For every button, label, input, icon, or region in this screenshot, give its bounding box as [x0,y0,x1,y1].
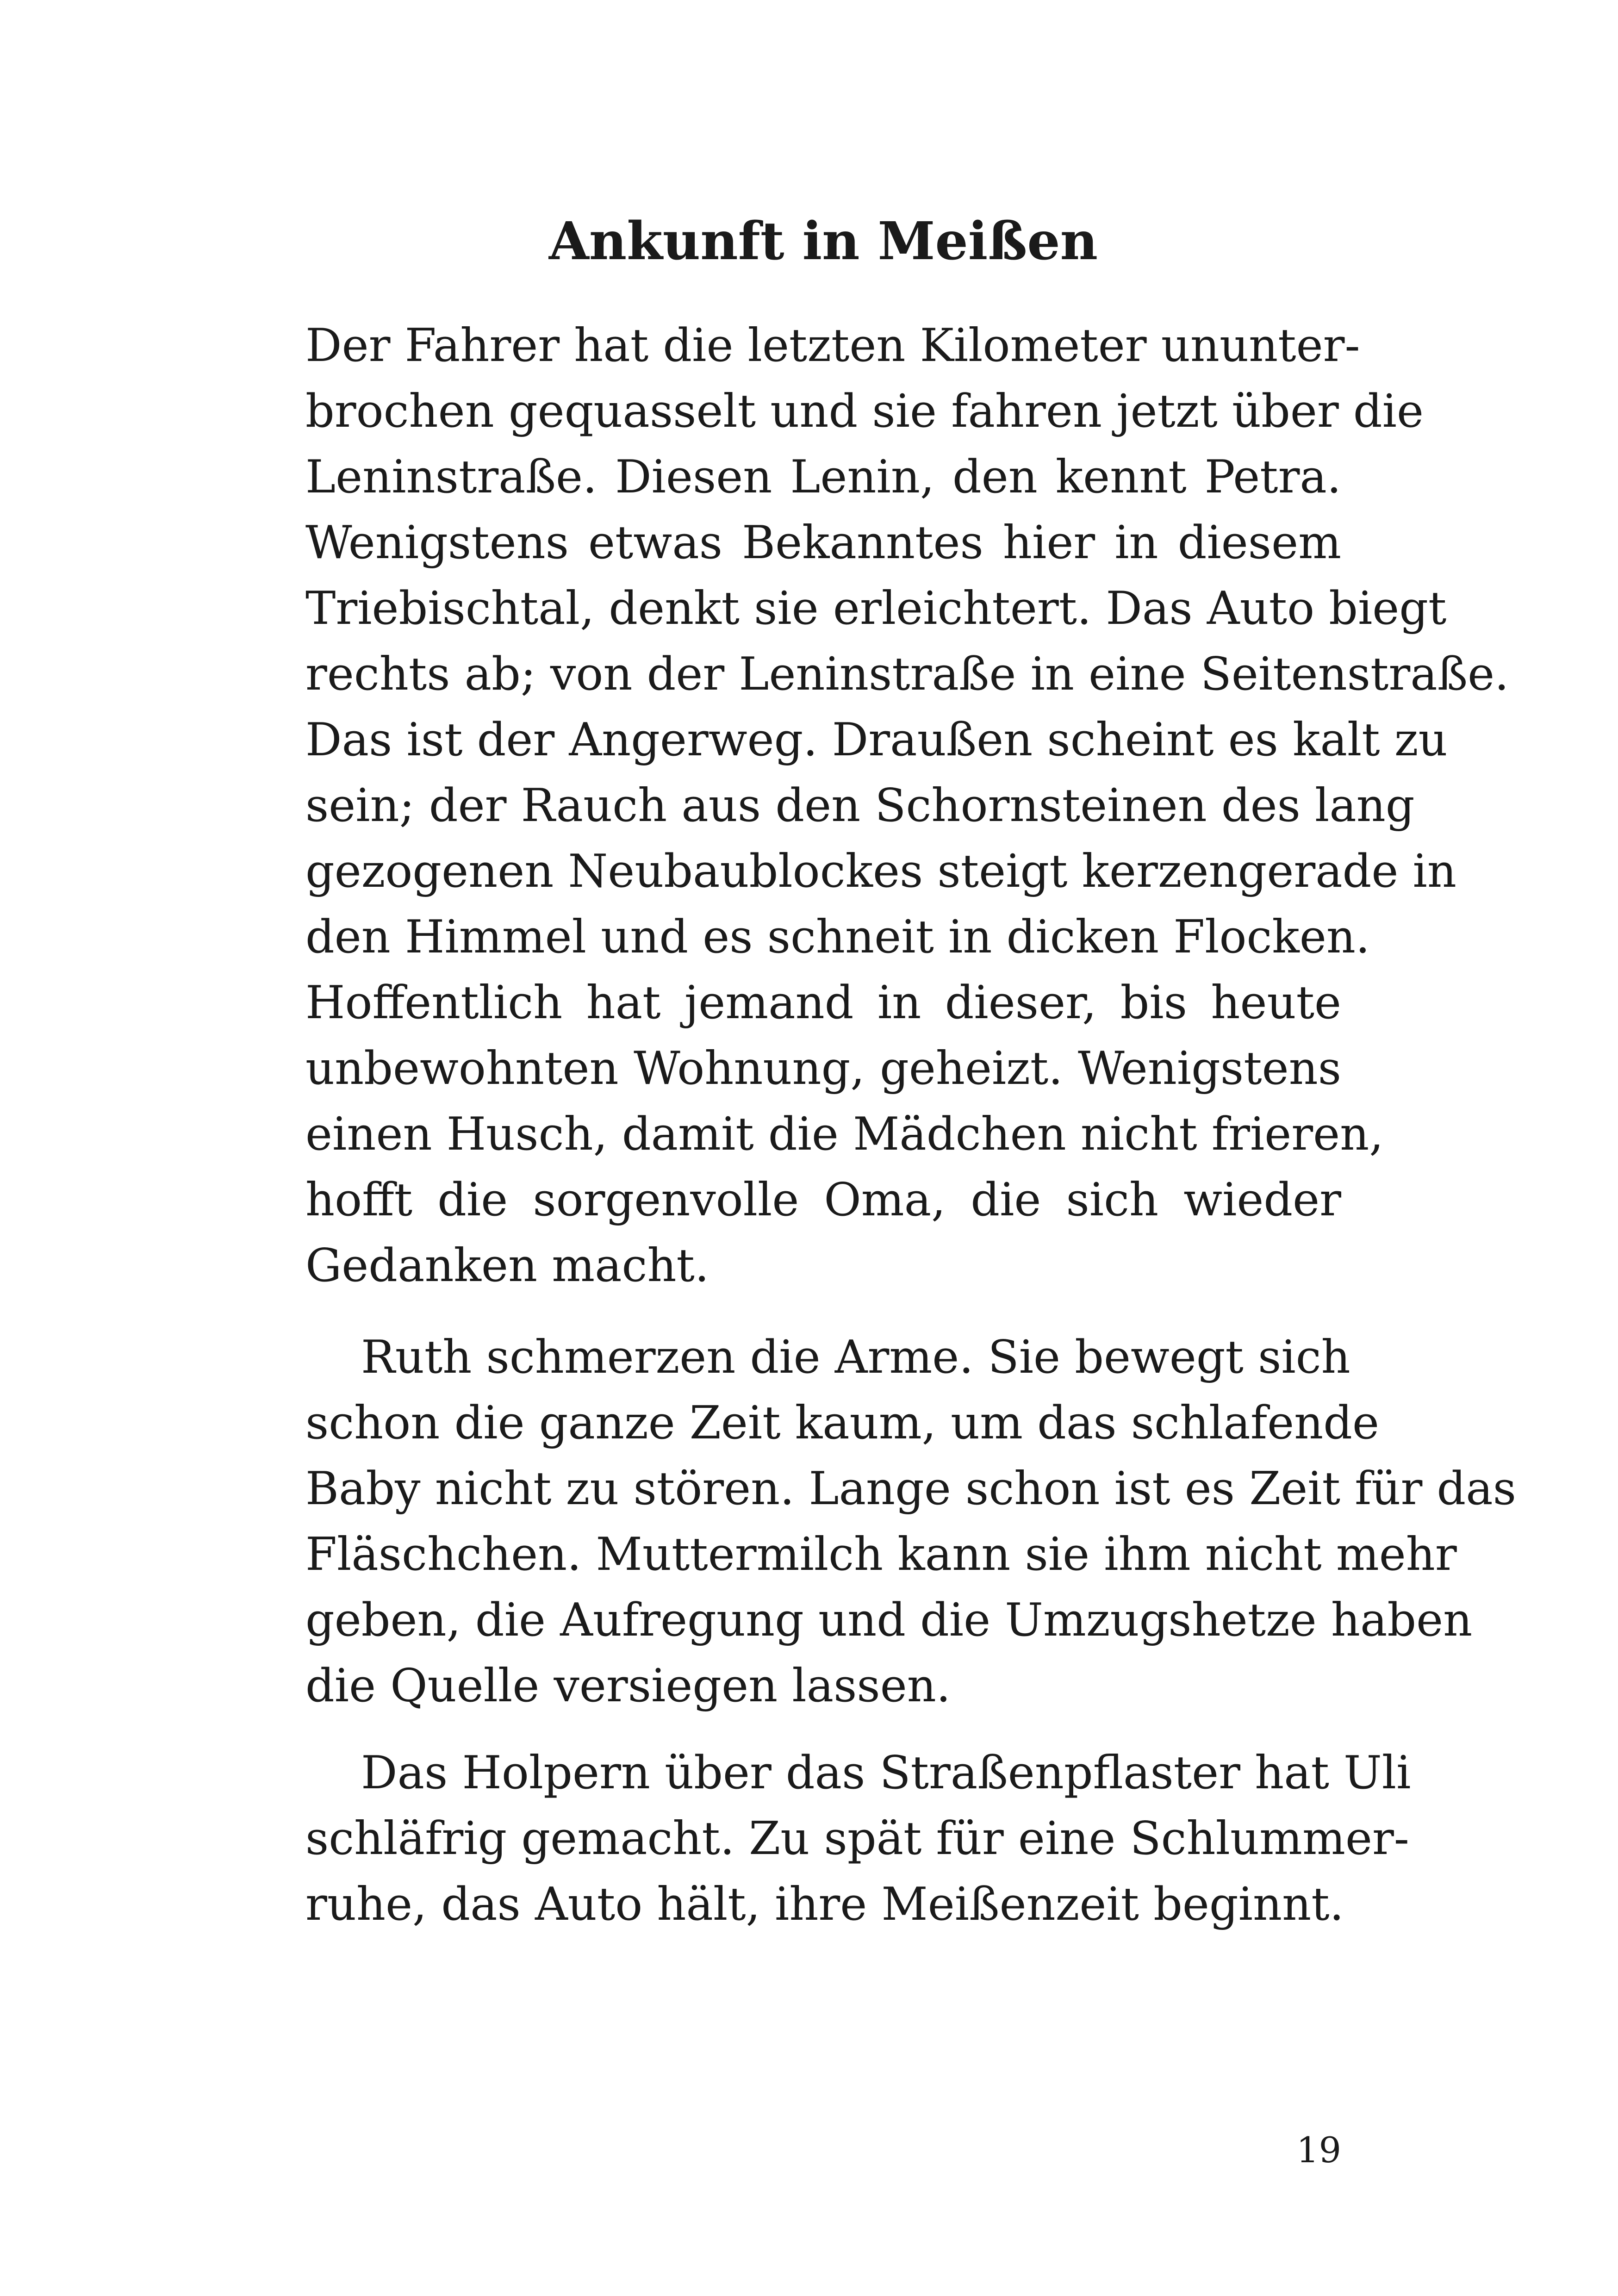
text-line: schon die ganze Zeit kaum, um das schlafende [305,1397,1379,1450]
text-line: gezogenen Neubaublockes steigt kerzengerade in [305,845,1456,898]
text-line: die Quelle versiegen lassen. [305,1660,951,1712]
chapter-title: Ankunft in Meißen [548,211,1098,272]
text-line: Ruth schmerzen die Arme. Sie bewegt sich [361,1331,1350,1384]
text-line: einen Husch, damit die Mädchen nicht frieren, [305,1108,1384,1161]
text-line: Baby nicht zu stören. Lange schon ist es Zeit für das [305,1462,1516,1515]
text-line: Wenigstens etwas Bekanntes hier in diesem [305,516,1341,569]
text-line: schläfrig gemacht. Zu spät für eine Schlummer- [305,1812,1409,1865]
text-line: Gedanken macht. [305,1239,709,1292]
text-line: Das Holpern über das Straßenpflaster hat Uli [361,1747,1411,1799]
text-line: Leninstraße. Diesen Lenin, den kennt Petra. [305,451,1341,504]
text-line: ruhe, das Auto hält, ihre Meißenzeit beginnt. [305,1878,1344,1931]
text-line: Hoffentlich hat jemand in dieser, bis heute [305,977,1341,1029]
paragraph-2 [305,1325,1516,1719]
page-number: 19 [1296,2129,1341,2171]
paragraph-3 [305,1740,1411,1937]
text-line: hofft die sorgenvolle Oma, die sich wieder [305,1174,1341,1226]
text-line: sein; der Rauch aus den Schornsteinen des lang [305,779,1415,832]
text-line: rechts ab; von der Leninstraße in eine Seitenstraße. [305,648,1509,701]
text-line: den Himmel und es schneit in dicken Flocken. [305,911,1370,964]
text-line: Das ist der Angerweg. Draußen scheint es kalt zu [305,714,1448,766]
text-line: unbewohnten Wohnung, geheizt. Wenigstens [305,1042,1341,1095]
text-line: geben, die Aufregung und die Umzugshetze haben [305,1594,1473,1647]
text-line: Triebischtal, denkt sie erleichtert. Das Auto biegt [305,582,1447,635]
text-line: Der Fahrer hat die letzten Kilometer ununter- [305,319,1360,372]
text-line: brochen gequasselt und sie fahren jetzt über die [305,385,1424,438]
text-line: Fläschchen. Muttermilch kann sie ihm nicht mehr [305,1528,1457,1581]
paragraph-1 [305,313,1509,1299]
